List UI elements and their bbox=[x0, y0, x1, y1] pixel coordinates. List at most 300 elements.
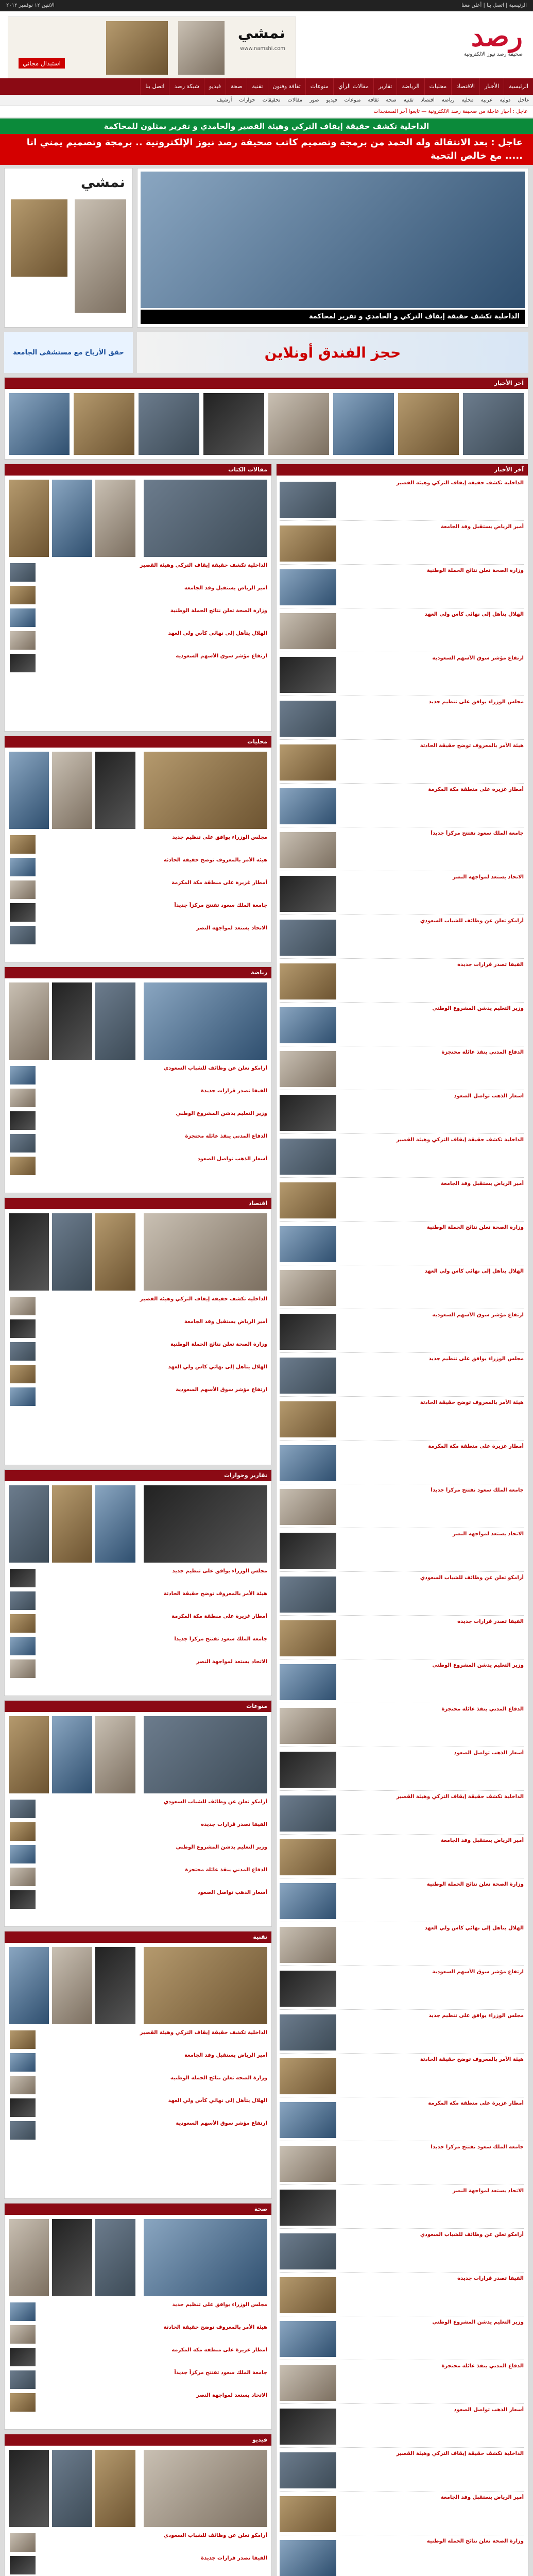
section-image[interactable] bbox=[144, 752, 267, 829]
nav-item[interactable]: الرياضة bbox=[397, 78, 424, 95]
headline-text[interactable]: أسعار الذهب تواصل الصعود bbox=[197, 1156, 267, 1162]
section-side-thumb[interactable] bbox=[95, 1485, 135, 1563]
headline-banner[interactable]: الداخلية تكشف حقيقة إيقاف التركي وهيئة القصير والحامدي و تقرير بمثلون للمحاكمة bbox=[0, 118, 533, 134]
latest-news-item[interactable] bbox=[280, 1574, 524, 1616]
latest-news-thumb bbox=[280, 832, 336, 868]
latest-news-title[interactable]: أمير الرياض يستقبل وفد الجامعة bbox=[440, 1181, 524, 1187]
nav-item[interactable]: الرئيسية bbox=[504, 78, 533, 95]
section-headline[interactable] bbox=[10, 2097, 267, 2118]
section-side-thumb[interactable] bbox=[52, 1716, 92, 1793]
subnav-item[interactable]: تقنية bbox=[403, 97, 414, 103]
latest-news-title[interactable]: الدفاع المدني ينقذ عائلة محتجزة bbox=[441, 2363, 524, 2369]
section-headline[interactable] bbox=[10, 1821, 267, 1842]
latest-news-title[interactable]: وزارة الصحة تعلن نتائج الحملة الوطنية bbox=[426, 568, 524, 573]
strip-thumb[interactable] bbox=[333, 393, 394, 455]
section-side-thumb[interactable] bbox=[95, 1213, 135, 1291]
latest-news-item[interactable] bbox=[280, 1049, 524, 1090]
subnav-item[interactable]: رياضة bbox=[441, 97, 455, 103]
section-side-thumb[interactable] bbox=[52, 752, 92, 829]
latest-news-title[interactable]: أسعار الذهب تواصل الصعود bbox=[454, 1750, 524, 1756]
latest-news-header: آخر الأخبار bbox=[277, 464, 528, 476]
subnav-item[interactable]: حوارات bbox=[239, 97, 255, 103]
latest-news-item[interactable] bbox=[280, 1969, 524, 2010]
section-headline[interactable] bbox=[10, 1088, 267, 1108]
main-feature-image bbox=[141, 172, 525, 308]
latest-news-thumb bbox=[280, 788, 336, 824]
section-video bbox=[4, 2434, 272, 2576]
subnav-item[interactable]: مقالات bbox=[287, 97, 302, 103]
section-side-thumb[interactable] bbox=[95, 2219, 135, 2296]
headline-text[interactable]: الداخلية تكشف حقيقة إيقاف التركي وهيئة القصير bbox=[140, 1296, 267, 1302]
section-headline[interactable] bbox=[10, 1799, 267, 1819]
latest-news-item[interactable] bbox=[280, 655, 524, 696]
latest-news-title[interactable]: أرامكو تعلن عن وظائف للشباب السعودي bbox=[420, 918, 524, 924]
latest-news-item[interactable] bbox=[280, 2144, 524, 2185]
headline-text[interactable]: الهلال يتأهل إلى نهائي كأس ولي العهد bbox=[168, 1364, 267, 1370]
headline-text[interactable]: الاتحاد يستعد لمواجهة النصر bbox=[196, 1659, 267, 1665]
latest-news-thumb bbox=[280, 569, 336, 605]
section-headline[interactable] bbox=[10, 2392, 267, 2413]
section-headline[interactable] bbox=[10, 902, 267, 923]
section-side-thumb[interactable] bbox=[52, 480, 92, 557]
headline-text[interactable]: أمطار غزيرة على منطقة مكة المكرمة bbox=[171, 2347, 267, 2353]
latest-news-item[interactable] bbox=[280, 2012, 524, 2054]
section-image[interactable] bbox=[144, 1947, 267, 2024]
headline-thumb bbox=[10, 2121, 36, 2140]
nav-item[interactable]: تقنية bbox=[247, 78, 267, 95]
header-ad-banner[interactable] bbox=[8, 16, 296, 78]
latest-news-title[interactable]: ارتفاع مؤشر سوق الأسهم السعودية bbox=[432, 655, 524, 661]
section-headline[interactable] bbox=[10, 1867, 267, 1887]
latest-news-item[interactable] bbox=[280, 1750, 524, 1791]
latest-news-title[interactable]: مجلس الوزراء يوافق على تنظيم جديد bbox=[428, 699, 524, 705]
latest-news-item[interactable] bbox=[280, 2363, 524, 2404]
section-side-thumb[interactable] bbox=[95, 1947, 135, 2024]
top-links[interactable]: الرئيسية | اتصل بنا | أعلن معنا bbox=[461, 3, 527, 8]
latest-news-thumb bbox=[280, 1489, 336, 1525]
latest-news-item[interactable] bbox=[280, 1793, 524, 1835]
latest-news-item[interactable] bbox=[280, 2231, 524, 2273]
header-ad-image bbox=[106, 21, 168, 75]
headline-text[interactable]: أرامكو تعلن عن وظائف للشباب السعودي bbox=[163, 1065, 267, 1071]
latest-news-thumb bbox=[280, 2409, 336, 2445]
headline-text[interactable]: جامعة الملك سعود تفتتح مركزاً جديداً bbox=[174, 1636, 267, 1642]
section-headline[interactable] bbox=[10, 1318, 267, 1339]
latest-news-title[interactable]: وزارة الصحة تعلن نتائج الحملة الوطنية bbox=[426, 2538, 524, 2544]
subnav-item[interactable]: عاجل bbox=[518, 97, 529, 103]
latest-news-item[interactable] bbox=[280, 567, 524, 608]
section-header-health: صحة bbox=[5, 2204, 271, 2215]
subnav-item[interactable]: صحة bbox=[386, 97, 397, 103]
headline-thumb bbox=[10, 1637, 36, 1655]
latest-news-item[interactable] bbox=[280, 1093, 524, 1134]
latest-news-title[interactable]: هيئة الأمر بالمعروف توضح حقيقة الحادثة bbox=[420, 2057, 524, 2062]
latest-news-title[interactable]: هيئة الأمر بالمعروف توضح حقيقة الحادثة bbox=[420, 1400, 524, 1405]
headline-text[interactable]: هيئة الأمر بالمعروف توضح حقيقة الحادثة bbox=[163, 2325, 267, 2330]
section-image[interactable] bbox=[144, 2219, 267, 2296]
nav-item[interactable]: تقارير bbox=[373, 78, 397, 95]
latest-news-title[interactable]: أمطار غزيرة على منطقة مكة المكرمة bbox=[428, 787, 524, 792]
latest-news-title[interactable]: ارتفاع مؤشر سوق الأسهم السعودية bbox=[432, 1969, 524, 1975]
headline-text[interactable]: هيئة الأمر بالمعروف توضح حقيقة الحادثة bbox=[163, 1591, 267, 1597]
latest-news-thumb bbox=[280, 1007, 336, 1043]
section-headline[interactable] bbox=[10, 1133, 267, 1154]
latest-news-title[interactable]: الاتحاد يستعد لمواجهة النصر bbox=[453, 2188, 524, 2194]
latest-news-title[interactable]: الهلال يتأهل إلى نهائي كأس ولي العهد bbox=[424, 1925, 524, 1931]
latest-news-item[interactable] bbox=[280, 523, 524, 565]
strip-thumb[interactable] bbox=[139, 393, 199, 455]
latest-news-title[interactable]: أمير الرياض يستقبل وفد الجامعة bbox=[440, 2495, 524, 2500]
headline-thumb bbox=[10, 608, 36, 627]
section-headline[interactable] bbox=[10, 607, 267, 628]
latest-news-item[interactable] bbox=[280, 1925, 524, 1966]
latest-news-item[interactable] bbox=[280, 2450, 524, 2492]
latest-news-title[interactable]: وزير التعليم يدشن المشروع الوطني bbox=[432, 1006, 524, 1011]
section-header-local: محليات bbox=[5, 736, 271, 748]
latest-news-title[interactable]: أمير الرياض يستقبل وفد الجامعة bbox=[440, 524, 524, 530]
headline-text[interactable]: أمير الرياض يستقبل وفد الجامعة bbox=[184, 2053, 267, 2058]
section-side-thumb[interactable] bbox=[9, 752, 49, 829]
latest-news-item[interactable] bbox=[280, 1268, 524, 1309]
latest-news-title[interactable]: جامعة الملك سعود تفتتح مركزاً جديداً bbox=[431, 1487, 524, 1493]
headline-text[interactable]: أسعار الذهب تواصل الصعود bbox=[197, 1890, 267, 1895]
latest-news-title[interactable]: وزير التعليم يدشن المشروع الوطني bbox=[432, 2319, 524, 2325]
section-side-thumb[interactable] bbox=[95, 1716, 135, 1793]
section-headline[interactable] bbox=[10, 2555, 267, 2575]
latest-news-column bbox=[276, 464, 528, 2576]
latest-news-title[interactable]: أرامكو تعلن عن وظائف للشباب السعودي bbox=[420, 1575, 524, 1581]
strip-thumb[interactable] bbox=[398, 393, 459, 455]
latest-news-title[interactable]: جامعة الملك سعود تفتتح مركزاً جديداً bbox=[431, 831, 524, 836]
section-header-sport: رياضة bbox=[5, 967, 271, 978]
section-side-thumb[interactable] bbox=[52, 982, 92, 1060]
latest-news-item[interactable] bbox=[280, 1662, 524, 1703]
nav-item[interactable]: ثقافة وفنون bbox=[268, 78, 305, 95]
latest-news-item[interactable] bbox=[280, 1224, 524, 1265]
section-side-thumb[interactable] bbox=[95, 480, 135, 557]
latest-news-item[interactable] bbox=[280, 1618, 524, 1659]
latest-news-item[interactable] bbox=[280, 1531, 524, 1572]
news-ticker[interactable]: عاجل : أخبار عاجلة من صحيفة رصد الالكترونية — تابعوا آخر المستجدات bbox=[0, 106, 533, 117]
section-headline[interactable] bbox=[10, 879, 267, 900]
section-headline[interactable] bbox=[10, 857, 267, 877]
section-headline[interactable] bbox=[10, 562, 267, 583]
latest-news-item[interactable] bbox=[280, 611, 524, 652]
section-headline[interactable] bbox=[10, 2369, 267, 2390]
section-headline[interactable] bbox=[10, 630, 267, 651]
latest-news-item[interactable] bbox=[280, 2188, 524, 2229]
headline-text[interactable]: الفيفا تصدر قرارات جديدة bbox=[201, 1088, 267, 1094]
latest-news-title[interactable]: وزارة الصحة تعلن نتائج الحملة الوطنية bbox=[426, 1225, 524, 1230]
headline-thumb bbox=[10, 1845, 36, 1863]
latest-news-title[interactable]: الداخلية تكشف حقيقة إيقاف التركي وهيئة القصير bbox=[396, 1137, 524, 1143]
section-headline[interactable] bbox=[10, 1844, 267, 1865]
latest-news-title[interactable]: وزارة الصحة تعلن نتائج الحملة الوطنية bbox=[426, 1882, 524, 1887]
section-headline[interactable] bbox=[10, 2120, 267, 2141]
latest-news-item[interactable] bbox=[280, 961, 524, 1003]
section-side-thumb[interactable] bbox=[9, 1716, 49, 1793]
section-side-thumb[interactable] bbox=[52, 2450, 92, 2527]
headline-text[interactable]: الداخلية تكشف حقيقة إيقاف التركي وهيئة القصير bbox=[140, 563, 267, 568]
latest-news-title[interactable]: الداخلية تكشف حقيقة إيقاف التركي وهيئة القصير bbox=[396, 2451, 524, 2456]
latest-news-item[interactable] bbox=[280, 1399, 524, 1440]
headline-text[interactable]: مجلس الوزراء يوافق على تنظيم جديد bbox=[172, 835, 267, 840]
section-side-thumb[interactable] bbox=[52, 1485, 92, 1563]
section-headline[interactable] bbox=[10, 585, 267, 605]
latest-news-title[interactable]: جامعة الملك سعود تفتتح مركزاً جديداً bbox=[431, 2144, 524, 2150]
latest-news-thumb bbox=[280, 1533, 336, 1569]
headline-text[interactable]: الاتحاد يستعد لمواجهة النصر bbox=[196, 925, 267, 931]
headline-text[interactable]: الفيفا تصدر قرارات جديدة bbox=[201, 2555, 267, 2561]
section-side-thumb[interactable] bbox=[9, 1485, 49, 1563]
latest-news-item[interactable] bbox=[280, 1706, 524, 1747]
latest-news-title[interactable]: أمطار غزيرة على منطقة مكة المكرمة bbox=[428, 1444, 524, 1449]
headline-text[interactable]: وزارة الصحة تعلن نتائج الحملة الوطنية bbox=[170, 2075, 267, 2081]
latest-news-item[interactable] bbox=[280, 1355, 524, 1397]
latest-news-title[interactable]: الداخلية تكشف حقيقة إيقاف التركي وهيئة القصير bbox=[396, 1794, 524, 1800]
headline-thumb bbox=[10, 903, 36, 922]
section-image[interactable] bbox=[144, 982, 267, 1060]
section-headline[interactable] bbox=[10, 2532, 267, 2553]
headline-text[interactable]: أمطار غزيرة على منطقة مكة المكرمة bbox=[171, 1614, 267, 1619]
latest-news-thumb bbox=[280, 1577, 336, 1613]
latest-news-item[interactable] bbox=[280, 2056, 524, 2097]
section-side-thumb[interactable] bbox=[95, 752, 135, 829]
nav-item[interactable]: الاقتصاد bbox=[451, 78, 479, 95]
latest-news-item[interactable] bbox=[280, 786, 524, 827]
headline-text[interactable]: جامعة الملك سعود تفتتح مركزاً جديداً bbox=[174, 2370, 267, 2376]
section-image[interactable] bbox=[144, 1213, 267, 1291]
subnav-item[interactable]: دولية bbox=[500, 97, 511, 103]
section-side-thumb[interactable] bbox=[9, 480, 49, 557]
section-headline[interactable] bbox=[10, 1889, 267, 1910]
nav-item[interactable]: شبكة رصد bbox=[169, 78, 203, 95]
section-headline[interactable] bbox=[10, 1364, 267, 1384]
headline-text[interactable]: الهلال يتأهل إلى نهائي كأس ولي العهد bbox=[168, 2098, 267, 2104]
latest-news-thumb bbox=[280, 613, 336, 649]
section-headline[interactable] bbox=[10, 925, 267, 945]
latest-news-title[interactable]: الدفاع المدني ينقذ عائلة محتجزة bbox=[441, 1706, 524, 1712]
latest-news-title[interactable]: أسعار الذهب تواصل الصعود bbox=[454, 1093, 524, 1099]
headline-text[interactable]: ارتفاع مؤشر سوق الأسهم السعودية bbox=[176, 2121, 267, 2126]
section-headline[interactable] bbox=[10, 1156, 267, 1176]
headline-thumb bbox=[10, 926, 36, 944]
latest-news-item[interactable] bbox=[280, 918, 524, 959]
subnav-item[interactable]: تحقيقات bbox=[262, 97, 281, 103]
latest-news-item[interactable] bbox=[280, 1881, 524, 1922]
section-variety bbox=[4, 1700, 272, 1927]
latest-news-title[interactable]: الهلال يتأهل إلى نهائي كأس ولي العهد bbox=[424, 1268, 524, 1274]
headline-text[interactable]: أمير الرياض يستقبل وفد الجامعة bbox=[184, 585, 267, 591]
section-headline[interactable] bbox=[10, 2075, 267, 2095]
latest-news-item[interactable] bbox=[280, 742, 524, 784]
headline-text[interactable]: الاتحاد يستعد لمواجهة النصر bbox=[196, 2393, 267, 2398]
headline-text[interactable]: جامعة الملك سعود تفتتح مركزاً جديداً bbox=[174, 903, 267, 908]
section-side-thumb[interactable] bbox=[9, 1213, 49, 1291]
section-headline[interactable] bbox=[10, 2301, 267, 2322]
subnav-item[interactable]: اقتصاد bbox=[421, 97, 435, 103]
subnav-item[interactable]: ثقافة bbox=[368, 97, 379, 103]
section-headline[interactable] bbox=[10, 1296, 267, 1316]
strip-thumb[interactable] bbox=[203, 393, 264, 455]
section-image[interactable] bbox=[144, 1716, 267, 1793]
latest-news-title[interactable]: وزير التعليم يدشن المشروع الوطني bbox=[432, 1663, 524, 1668]
latest-news-thumb bbox=[280, 1927, 336, 1963]
latest-news-item[interactable] bbox=[280, 2494, 524, 2535]
headline-text[interactable]: أرامكو تعلن عن وظائف للشباب السعودي bbox=[163, 1799, 267, 1805]
headline-text[interactable]: أمير الرياض يستقبل وفد الجامعة bbox=[184, 1319, 267, 1325]
headline-thumb bbox=[10, 1822, 36, 1841]
latest-news-item[interactable] bbox=[280, 1837, 524, 1878]
latest-news-item[interactable] bbox=[280, 1443, 524, 1484]
headline-text[interactable]: أرامكو تعلن عن وظائف للشباب السعودي bbox=[163, 2533, 267, 2538]
latest-news-item[interactable] bbox=[280, 2275, 524, 2316]
section-headline[interactable] bbox=[10, 1065, 267, 1086]
strip-thumb[interactable] bbox=[74, 393, 134, 455]
latest-news-title[interactable]: الهلال يتأهل إلى نهائي كأس ولي العهد bbox=[424, 612, 524, 617]
latest-news-item[interactable] bbox=[280, 699, 524, 740]
section-side-thumb[interactable] bbox=[9, 2450, 49, 2527]
headline-text[interactable]: وزارة الصحة تعلن نتائج الحملة الوطنية bbox=[170, 1342, 267, 1347]
latest-news-title[interactable]: أسعار الذهب تواصل الصعود bbox=[454, 2407, 524, 2413]
section-image[interactable] bbox=[144, 2450, 267, 2527]
hotel-booking-ad[interactable]: حجز الفندق أونلاين bbox=[137, 332, 528, 373]
headline-text[interactable]: وزير التعليم يدشن المشروع الوطني bbox=[176, 1844, 267, 1850]
section-headline[interactable] bbox=[10, 1590, 267, 1611]
section-headline[interactable] bbox=[10, 1568, 267, 1588]
latest-news-title[interactable]: أمير الرياض يستقبل وفد الجامعة bbox=[440, 1838, 524, 1843]
section-headline[interactable] bbox=[10, 1110, 267, 1131]
headline-thumb bbox=[10, 835, 36, 854]
latest-news-title[interactable]: مجلس الوزراء يوافق على تنظيم جديد bbox=[428, 2013, 524, 2019]
headline-text[interactable]: مجلس الوزراء يوافق على تنظيم جديد bbox=[172, 2302, 267, 2308]
latest-news-title[interactable]: الدفاع المدني ينقذ عائلة محتجزة bbox=[441, 1049, 524, 1055]
breaking-scroller[interactable]: عاجل : بعد الانتقالة وله الحمد من برمجة وتصميم كاتب صحيفة رصد نيوز الإلكترونية .. برمجة وتصميم يمني انا ..... مع خالص التحية bbox=[0, 134, 533, 165]
latest-news-item[interactable] bbox=[280, 2538, 524, 2576]
headline-text[interactable]: مجلس الوزراء يوافق على تنظيم جديد bbox=[172, 1568, 267, 1574]
section-headline[interactable] bbox=[10, 1613, 267, 1634]
headline-thumb bbox=[10, 1591, 36, 1610]
nav-item[interactable]: صحة bbox=[226, 78, 247, 95]
headline-thumb bbox=[10, 586, 36, 604]
headline-text[interactable]: الفيفا تصدر قرارات جديدة bbox=[201, 1822, 267, 1827]
section-headline[interactable] bbox=[10, 653, 267, 673]
latest-news-item[interactable] bbox=[280, 480, 524, 521]
subnav-item[interactable]: عربية bbox=[480, 97, 493, 103]
section-headline[interactable] bbox=[10, 1658, 267, 1679]
section-side-thumb[interactable] bbox=[9, 982, 49, 1060]
latest-news-item[interactable] bbox=[280, 2319, 524, 2360]
nav-item[interactable]: فيديو bbox=[204, 78, 226, 95]
latest-news-thumb bbox=[280, 876, 336, 912]
strip-thumb[interactable] bbox=[9, 393, 70, 455]
section-headline[interactable] bbox=[10, 1341, 267, 1362]
strip-thumb[interactable] bbox=[268, 393, 329, 455]
main-feature[interactable] bbox=[137, 168, 528, 328]
latest-news-title[interactable]: الاتحاد يستعد لمواجهة النصر bbox=[453, 1531, 524, 1537]
nav-item[interactable]: الأخبار bbox=[479, 78, 504, 95]
latest-news-title[interactable]: أمطار غزيرة على منطقة مكة المكرمة bbox=[428, 2100, 524, 2106]
section-side-thumb[interactable] bbox=[95, 982, 135, 1060]
latest-news-item[interactable] bbox=[280, 874, 524, 915]
latest-news-item[interactable] bbox=[280, 1005, 524, 1046]
latest-news-title[interactable]: مجلس الوزراء يوافق على تنظيم جديد bbox=[428, 1356, 524, 1362]
latest-news-item[interactable] bbox=[280, 1487, 524, 1528]
latest-news-title[interactable]: الفيفا تصدر قرارات جديدة bbox=[457, 2276, 524, 2281]
latest-news-title[interactable]: الداخلية تكشف حقيقة إيقاف التركي وهيئة القصير bbox=[396, 480, 524, 486]
section-headline[interactable] bbox=[10, 2052, 267, 2073]
subnav-item[interactable]: صور bbox=[310, 97, 319, 103]
subnav-item[interactable]: أرشيف bbox=[217, 97, 232, 103]
section-headline[interactable] bbox=[10, 834, 267, 855]
headline-text[interactable]: وزارة الصحة تعلن نتائج الحملة الوطنية bbox=[170, 608, 267, 614]
latest-news-item[interactable] bbox=[280, 2406, 524, 2448]
nav-item[interactable]: محليات bbox=[424, 78, 452, 95]
headline-text[interactable]: الدفاع المدني ينقذ عائلة محتجزة bbox=[185, 1867, 267, 1873]
headline-text[interactable]: الداخلية تكشف حقيقة إيقاف التركي وهيئة القصير bbox=[140, 2030, 267, 2036]
section-headline[interactable] bbox=[10, 2029, 267, 2050]
section-image[interactable] bbox=[144, 480, 267, 557]
headline-text[interactable]: ارتفاع مؤشر سوق الأسهم السعودية bbox=[176, 653, 267, 659]
latest-news-item[interactable] bbox=[280, 1137, 524, 1178]
section-side-thumb[interactable] bbox=[52, 1213, 92, 1291]
section-headline[interactable] bbox=[10, 1636, 267, 1656]
latest-news-title[interactable]: الاتحاد يستعد لمواجهة النصر bbox=[453, 874, 524, 880]
section-side-thumb[interactable] bbox=[9, 2219, 49, 2296]
latest-news-title[interactable]: أرامكو تعلن عن وظائف للشباب السعودي bbox=[420, 2232, 524, 2238]
subnav-item[interactable]: محلية bbox=[461, 97, 474, 103]
latest-news-thumb bbox=[280, 1314, 336, 1350]
section-side-thumb[interactable] bbox=[9, 1947, 49, 2024]
latest-news-thumb bbox=[280, 2146, 336, 2182]
namshi-sidebar-ad[interactable] bbox=[4, 168, 133, 328]
section-headline[interactable] bbox=[10, 1386, 267, 1407]
latest-news-item[interactable] bbox=[280, 1312, 524, 1353]
latest-news-item[interactable] bbox=[280, 1180, 524, 1222]
header-ad-cta: استبدال مجاني bbox=[19, 58, 65, 69]
section-side-thumb[interactable] bbox=[52, 2219, 92, 2296]
headline-text[interactable]: أمطار غزيرة على منطقة مكة المكرمة bbox=[171, 880, 267, 886]
nav-item[interactable]: اتصل بنا bbox=[140, 78, 169, 95]
latest-news-title[interactable]: الفيفا تصدر قرارات جديدة bbox=[457, 1619, 524, 1624]
latest-news-item[interactable] bbox=[280, 830, 524, 871]
headline-text[interactable]: ارتفاع مؤشر سوق الأسهم السعودية bbox=[176, 1387, 267, 1393]
hospital-ad[interactable]: حقق الأرباح مع مستشفى الجامعة bbox=[4, 332, 133, 373]
latest-news-thumb bbox=[280, 1095, 336, 1131]
site-logo[interactable] bbox=[445, 21, 523, 57]
section-headline[interactable] bbox=[10, 2324, 267, 2345]
headline-text[interactable]: وزير التعليم يدشن المشروع الوطني bbox=[176, 1111, 267, 1116]
section-headline[interactable] bbox=[10, 2347, 267, 2367]
headline-text[interactable]: هيئة الأمر بالمعروف توضح حقيقة الحادثة bbox=[163, 857, 267, 863]
subnav-item[interactable]: منوعات bbox=[344, 97, 361, 103]
section-side-thumb[interactable] bbox=[52, 1947, 92, 2024]
section-image[interactable] bbox=[144, 1485, 267, 1563]
headline-thumb bbox=[10, 2098, 36, 2117]
latest-news-title[interactable]: هيئة الأمر بالمعروف توضح حقيقة الحادثة bbox=[420, 743, 524, 749]
headline-text[interactable]: الدفاع المدني ينقذ عائلة محتجزة bbox=[185, 1133, 267, 1139]
latest-news-title[interactable]: الفيفا تصدر قرارات جديدة bbox=[457, 962, 524, 968]
latest-news-thumb bbox=[280, 1664, 336, 1700]
latest-news-title[interactable]: ارتفاع مؤشر سوق الأسهم السعودية bbox=[432, 1312, 524, 1318]
nav-item[interactable]: مقالات الرأي bbox=[333, 78, 373, 95]
headline-text[interactable]: الهلال يتأهل إلى نهائي كأس ولي العهد bbox=[168, 631, 267, 636]
section-side-thumb[interactable] bbox=[95, 2450, 135, 2527]
nav-item[interactable]: منوعات bbox=[305, 78, 333, 95]
subnav-item[interactable]: فيديو bbox=[326, 97, 337, 103]
latest-news-item[interactable] bbox=[280, 2100, 524, 2141]
strip-thumb[interactable] bbox=[463, 393, 524, 455]
